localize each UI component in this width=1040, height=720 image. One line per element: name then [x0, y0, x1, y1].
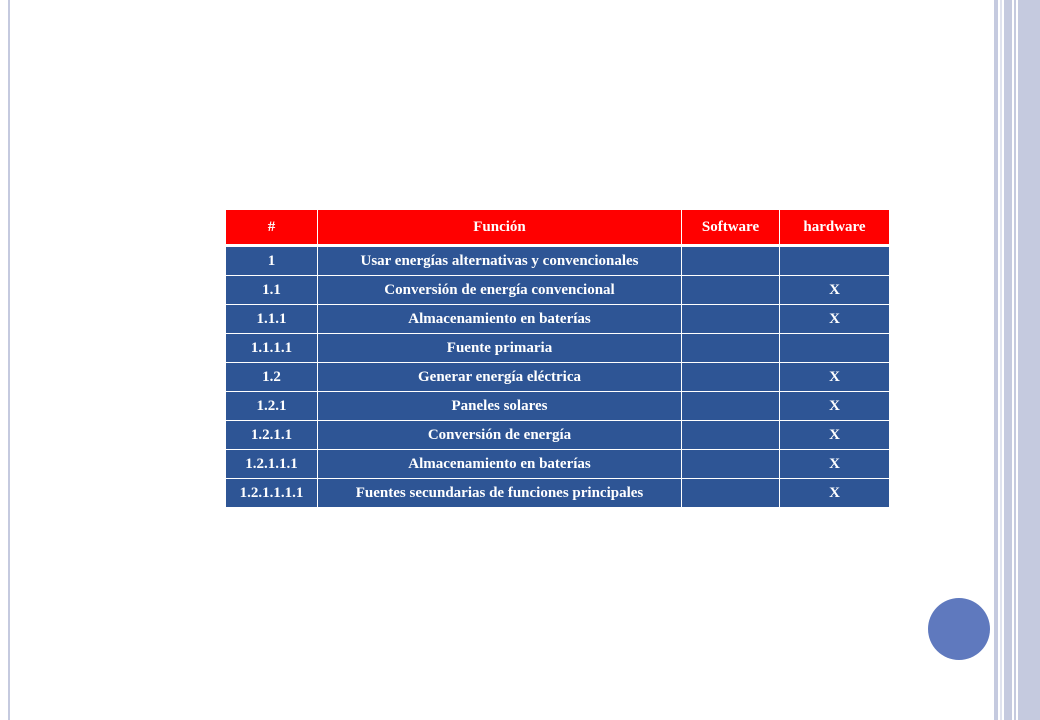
- right-decor-bar: [1014, 0, 1016, 720]
- cell-funcion: Usar energías alternativas y convencionales: [318, 246, 682, 276]
- cell-funcion: Conversión de energía: [318, 421, 682, 450]
- cell-hardware: X: [780, 276, 890, 305]
- right-decor-bar: [1000, 0, 1002, 720]
- cell-software: [682, 363, 780, 392]
- cell-hardware: X: [780, 479, 890, 508]
- table-header-row: [226, 210, 890, 246]
- left-border-line: [8, 0, 10, 720]
- cell-software: [682, 421, 780, 450]
- right-decor-bar: [1004, 0, 1012, 720]
- header-hardware: hardware: [780, 210, 890, 246]
- cell-number: 1.1.1: [226, 305, 318, 334]
- cell-number: 1.1.1.1: [226, 334, 318, 363]
- table-row: [226, 479, 890, 508]
- cell-funcion: Almacenamiento en baterías: [318, 450, 682, 479]
- cell-number: 1.2: [226, 363, 318, 392]
- cell-hardware: X: [780, 305, 890, 334]
- cell-software: [682, 276, 780, 305]
- cell-number: 1.2.1: [226, 392, 318, 421]
- table-row: [226, 392, 890, 421]
- cell-number: 1.2.1.1.1: [226, 450, 318, 479]
- cell-number: 1.2.1.1.1.1: [226, 479, 318, 508]
- cell-software: [682, 246, 780, 276]
- cell-hardware: X: [780, 450, 890, 479]
- cell-funcion: Fuentes secundarias de funciones principales: [318, 479, 682, 508]
- cell-software: [682, 479, 780, 508]
- cell-hardware: [780, 334, 890, 363]
- functions-table-container: [225, 209, 889, 508]
- table-row: [226, 276, 890, 305]
- table-row: [226, 421, 890, 450]
- cell-number: 1.1: [226, 276, 318, 305]
- table-row: [226, 246, 890, 276]
- header-funcion: Función: [318, 210, 682, 246]
- cell-funcion: Conversión de energía convencional: [318, 276, 682, 305]
- cell-funcion: Paneles solares: [318, 392, 682, 421]
- cell-funcion: Almacenamiento en baterías: [318, 305, 682, 334]
- header-number: #: [226, 210, 318, 246]
- cell-software: [682, 334, 780, 363]
- cell-software: [682, 392, 780, 421]
- cell-number: 1.2.1.1: [226, 421, 318, 450]
- right-decor-bar: [994, 0, 998, 720]
- right-decor-bar: [1018, 0, 1040, 720]
- functions-table: [225, 209, 890, 508]
- cell-funcion: Generar energía eléctrica: [318, 363, 682, 392]
- cell-funcion: Fuente primaria: [318, 334, 682, 363]
- decor-circle: [928, 598, 990, 660]
- cell-hardware: X: [780, 363, 890, 392]
- cell-software: [682, 305, 780, 334]
- header-software: Software: [682, 210, 780, 246]
- table-row: [226, 334, 890, 363]
- cell-software: [682, 450, 780, 479]
- table-row: [226, 363, 890, 392]
- cell-number: 1: [226, 246, 318, 276]
- cell-hardware: [780, 246, 890, 276]
- cell-hardware: X: [780, 392, 890, 421]
- cell-hardware: X: [780, 421, 890, 450]
- table-row: [226, 450, 890, 479]
- table-row: [226, 305, 890, 334]
